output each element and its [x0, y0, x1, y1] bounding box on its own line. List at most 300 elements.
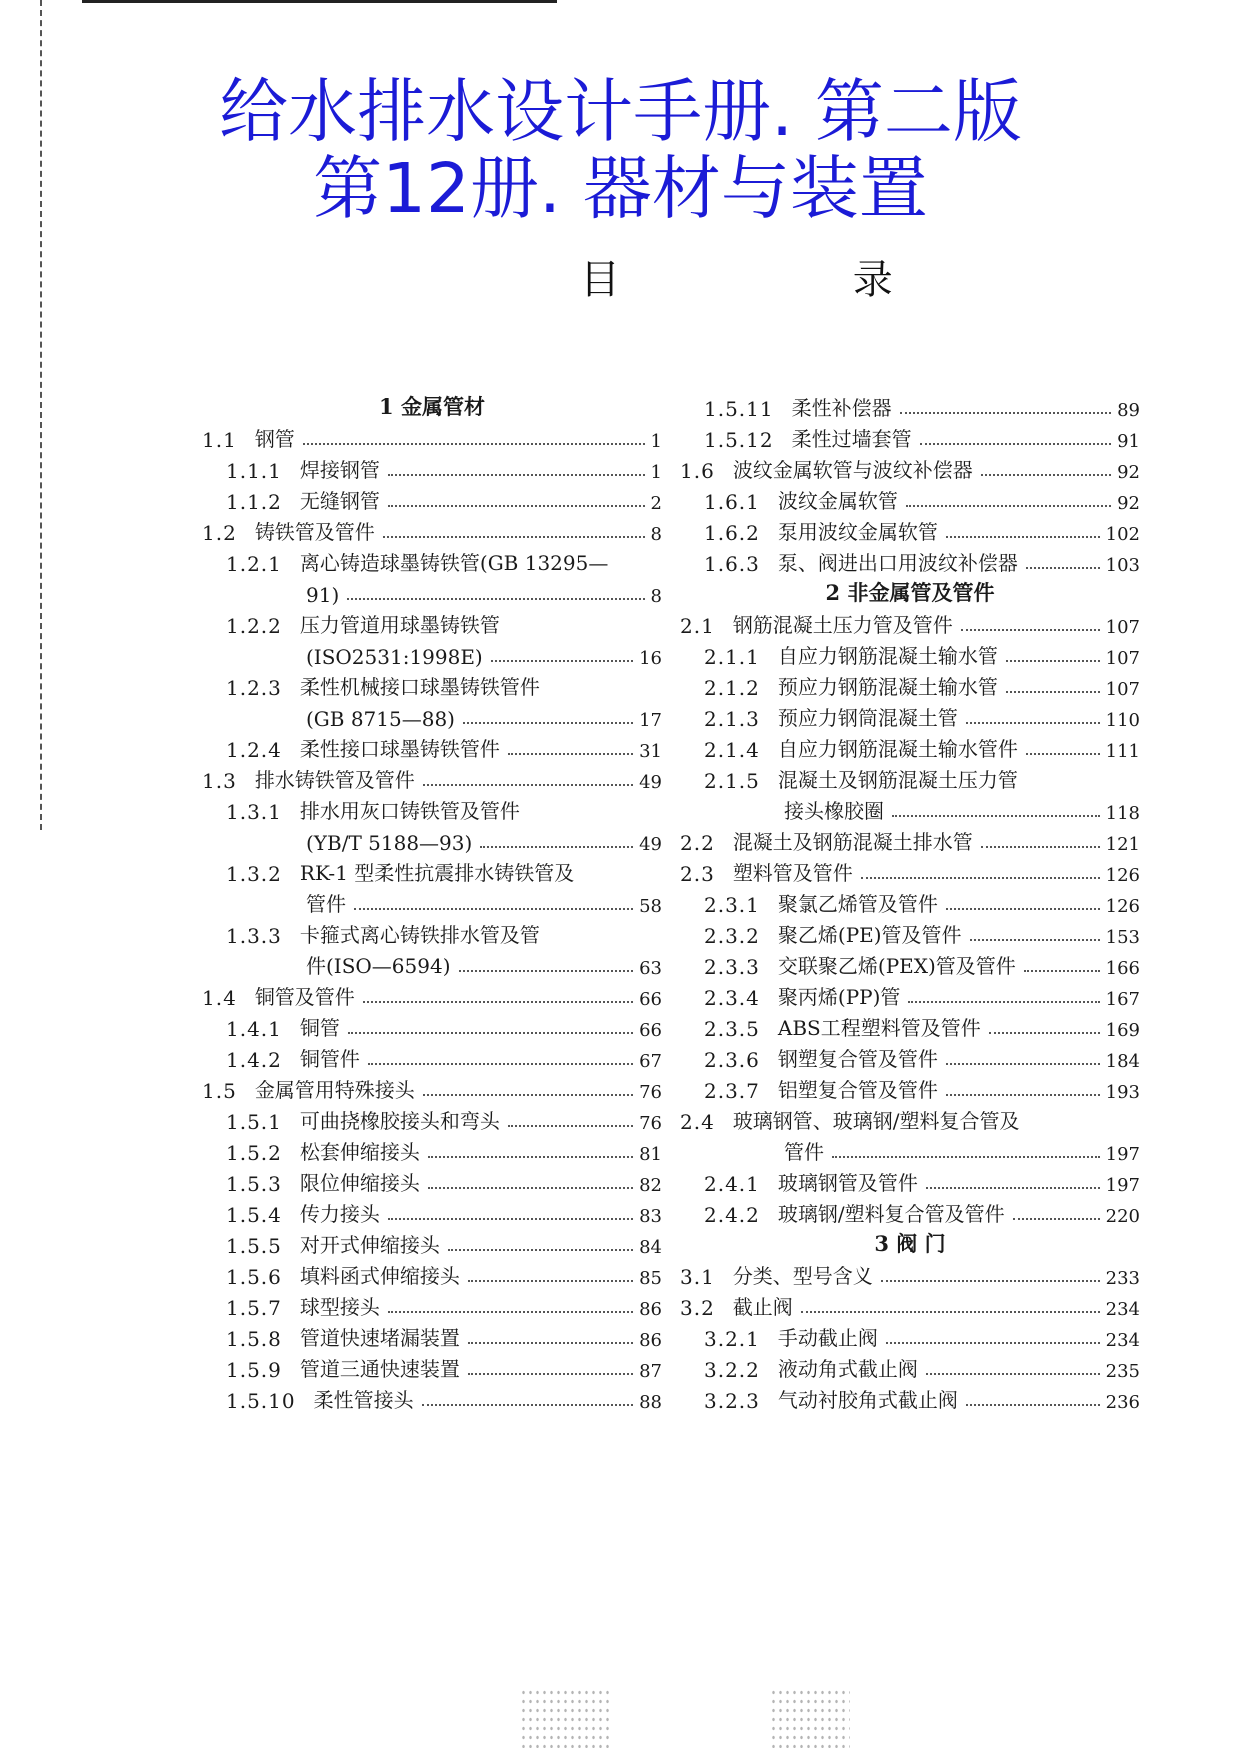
toc-entry[interactable]: [680, 387, 1140, 421]
dot-leader: [1024, 970, 1100, 972]
toc-entry-number: 2.3.7: [704, 1079, 760, 1103]
toc-entry-number: 1.3.2: [226, 862, 282, 886]
toc-entry[interactable]: [680, 604, 1140, 638]
toc-entry-number: 1.5: [202, 1079, 237, 1103]
toc-entry[interactable]: [680, 821, 1140, 855]
toc-entry[interactable]: [680, 790, 1140, 824]
toc-page-number: 167: [1105, 989, 1140, 1010]
toc-entry-number: 1.2.2: [226, 614, 282, 638]
dot-leader: [468, 1342, 633, 1344]
toc-entry-title: 自应力钢筋混凝土输水管件: [777, 737, 1018, 761]
dot-leader: [1006, 660, 1100, 662]
dot-leader: [428, 1156, 633, 1158]
toc-entry[interactable]: [202, 1317, 662, 1351]
toc-entry[interactable]: [680, 1007, 1140, 1041]
toc-entry-number: 1.2: [202, 521, 237, 545]
dot-leader: [1006, 691, 1100, 693]
toc-page-number: 87: [639, 1361, 662, 1382]
toc-page-number: 76: [639, 1113, 662, 1134]
toc-page-number: 81: [639, 1144, 662, 1165]
toc-entry-title: 对开式伸缩接头: [299, 1233, 440, 1257]
dot-leader: [981, 846, 1100, 848]
toc-entry[interactable]: [202, 449, 662, 483]
toc-page-number: 118: [1105, 803, 1140, 824]
dot-leader: [926, 1373, 1100, 1375]
toc-entry[interactable]: [202, 883, 662, 917]
dot-leader: [832, 1156, 1100, 1158]
toc-entry-title: 铜管件: [299, 1047, 360, 1071]
toc-page-number: 103: [1105, 555, 1140, 576]
toc-heading: 目 录: [580, 257, 1003, 303]
toc-entry-number: 1.3: [202, 769, 237, 793]
toc-entry[interactable]: [680, 728, 1140, 762]
toc-entry[interactable]: [680, 1348, 1140, 1382]
toc-entry-number: 1.6: [680, 459, 715, 483]
toc-entry-title: 预应力钢筋混凝土输水管: [777, 675, 998, 699]
toc-page-number: 66: [639, 989, 662, 1010]
toc-entry[interactable]: [202, 1162, 662, 1196]
dot-leader: [508, 753, 633, 755]
dot-leader: [1026, 753, 1100, 755]
toc-page-number: 184: [1105, 1051, 1140, 1072]
toc-entry[interactable]: [680, 511, 1140, 545]
dot-leader: [906, 505, 1111, 507]
toc-entry-title: 填料函式伸缩接头: [299, 1264, 460, 1288]
dot-leader: [303, 443, 645, 445]
toc-page-number: 126: [1105, 865, 1140, 886]
toc-entry[interactable]: [202, 573, 662, 607]
toc-page-number: 86: [639, 1299, 662, 1320]
toc-entry-number: 1.5.5: [226, 1234, 282, 1258]
toc-page-number: 67: [639, 1051, 662, 1072]
toc-page-number: 8: [650, 586, 662, 607]
dot-leader: [480, 846, 633, 848]
toc-entry[interactable]: [202, 511, 662, 545]
toc-entry[interactable]: [680, 1131, 1140, 1165]
toc-entry-number: 1.6.1: [704, 490, 760, 514]
toc-page-number: 107: [1105, 679, 1140, 700]
toc-entry-title: 波纹金属软管与波纹补偿器: [732, 458, 973, 482]
toc-entry[interactable]: [680, 1193, 1140, 1227]
toc-page-number: 220: [1105, 1206, 1140, 1227]
toc-page-number: 86: [639, 1330, 662, 1351]
toc-page-number: 92: [1117, 462, 1140, 483]
toc-page-number: 236: [1105, 1392, 1140, 1413]
dot-leader: [920, 443, 1111, 445]
toc-entry-number: 2.3.2: [704, 924, 760, 948]
toc-page-number: 76: [639, 1082, 662, 1103]
toc-entry-number: 2.3.5: [704, 1017, 760, 1041]
toc-entry-title: 焊接钢管: [299, 458, 380, 482]
toc-entry[interactable]: [202, 728, 662, 762]
toc-entry[interactable]: [680, 1317, 1140, 1351]
toc-entry[interactable]: [680, 914, 1140, 948]
toc-entry[interactable]: [202, 635, 662, 669]
toc-entry[interactable]: [680, 1379, 1140, 1413]
toc-page-number: 126: [1105, 896, 1140, 917]
toc-entry-number: 1.3.1: [226, 800, 282, 824]
toc-page-number: 197: [1105, 1175, 1140, 1196]
toc-entry-title: 管件: [306, 892, 346, 916]
toc-entry-number: 2.3.1: [704, 893, 760, 917]
toc-entry[interactable]: [202, 1348, 662, 1382]
toc-entry-title: 无缝钢管: [299, 489, 380, 513]
toc-entry-title: 气动衬胶角式截止阀: [777, 1388, 958, 1412]
toc-entry-title: 传力接头: [299, 1202, 380, 1226]
dot-leader: [908, 1001, 1099, 1003]
toc-entry-title: 球型接头: [299, 1295, 380, 1319]
toc-entry-title: 交联聚乙烯(PEX)管及管件: [777, 954, 1016, 978]
toc-entry-number: 1.5.1: [226, 1110, 282, 1134]
dot-leader: [966, 722, 1100, 724]
toc-page-number: 107: [1105, 617, 1140, 638]
dot-leader: [946, 536, 1100, 538]
dot-leader: [468, 1373, 633, 1375]
toc-entry-number: 2.4: [680, 1110, 715, 1134]
toc-page-number: 16: [639, 648, 662, 669]
book-title-line-1: 给水排水设计手册. 第二版: [219, 72, 1022, 152]
toc-entry-number: 2.4.2: [704, 1203, 760, 1227]
toc-entry-number: 1.6.2: [704, 521, 760, 545]
toc-page-number: 235: [1105, 1361, 1140, 1382]
dot-leader: [347, 598, 644, 600]
toc-page-number: 197: [1105, 1144, 1140, 1165]
toc-entry-title: 管道三通快速装置: [299, 1357, 460, 1381]
toc-entry[interactable]: [202, 1224, 662, 1258]
dot-leader: [508, 1125, 633, 1127]
toc-page-number: 49: [639, 772, 662, 793]
toc-page-number: 166: [1105, 958, 1140, 979]
toc-entry[interactable]: [202, 666, 662, 700]
dot-leader: [423, 1094, 633, 1096]
toc-entry[interactable]: [202, 1007, 662, 1041]
toc-page-number: 111: [1105, 741, 1140, 762]
toc-entry-title: 离心铸造球墨铸铁管(GB 13295—: [299, 551, 609, 575]
toc-page-number: 84: [639, 1237, 662, 1258]
dot-leader: [970, 939, 1100, 941]
toc-page-number: 1: [650, 462, 662, 483]
dot-leader: [966, 1404, 1100, 1406]
toc-entry-title: 排水用灰口铸铁管及管件: [299, 799, 520, 823]
toc-entry-title: 聚乙烯(PE)管及管件: [777, 923, 962, 947]
toc-entry-number: 1.5.4: [226, 1203, 282, 1227]
toc-entry[interactable]: [202, 1286, 662, 1320]
toc-entry-title: 混凝土及钢筋混凝土压力管: [777, 768, 1018, 792]
toc-entry-number: 1.5.2: [226, 1141, 282, 1165]
toc-entry[interactable]: [680, 697, 1140, 731]
toc-chapter-heading: 3 阀 门: [874, 1231, 946, 1256]
toc-entry-title: 可曲挠橡胶接头和弯头: [299, 1109, 500, 1133]
toc-entry[interactable]: [202, 1069, 662, 1103]
toc-entry-title: 混凝土及钢筋混凝土排水管: [732, 830, 973, 854]
toc-page-number: 193: [1105, 1082, 1140, 1103]
toc-page-number: 107: [1105, 648, 1140, 669]
dot-leader: [801, 1311, 1100, 1313]
toc-page-number: 153: [1105, 927, 1140, 948]
toc-entry-title: 压力管道用球墨铸铁管: [299, 613, 500, 637]
toc-entry-title: 手动截止阀: [777, 1326, 878, 1350]
toc-entry-number: 1.5.6: [226, 1265, 282, 1289]
dot-leader: [1026, 567, 1100, 569]
toc-entry-number: 1.4: [202, 986, 237, 1010]
toc-entry[interactable]: [202, 821, 662, 855]
toc-entry-title: 钢筋混凝土压力管及管件: [732, 613, 953, 637]
toc-entry[interactable]: [202, 542, 662, 576]
toc-entry[interactable]: [680, 1069, 1140, 1103]
toc-entry[interactable]: [202, 480, 662, 514]
toc-page-number: 85: [639, 1268, 662, 1289]
toc-entry[interactable]: [680, 666, 1140, 700]
toc-entry-title: 液动角式截止阀: [777, 1357, 918, 1381]
toc-entry-number: 1.5.9: [226, 1358, 282, 1382]
toc-entry[interactable]: [680, 1162, 1140, 1196]
toc-entry-number: 2.1.1: [704, 645, 760, 669]
toc-page-number: 66: [639, 1020, 662, 1041]
toc-entry[interactable]: [202, 1038, 662, 1072]
toc-entry-title: 铜管: [299, 1016, 340, 1040]
dot-leader: [861, 877, 1100, 879]
toc-page-number: 89: [1117, 400, 1140, 421]
dot-leader: [368, 1063, 633, 1065]
toc-entry-title: 金属管用特殊接头: [254, 1078, 415, 1102]
toc-page-number: 92: [1117, 493, 1140, 514]
toc-chapter-heading: 2 非金属管及管件: [825, 580, 995, 605]
toc-entry-title: 铝塑复合管及管件: [777, 1078, 938, 1102]
toc-entry-title: 管件: [784, 1140, 824, 1164]
dot-leader: [388, 1218, 633, 1220]
toc-entry-number: 1.3.3: [226, 924, 282, 948]
toc-entry-title: 聚氯乙烯管及管件: [777, 892, 938, 916]
toc-entry[interactable]: [680, 976, 1140, 1010]
toc-entry-number: 1.5.12: [704, 428, 774, 452]
dot-leader: [428, 1187, 633, 1189]
toc-page-number: 234: [1105, 1330, 1140, 1351]
toc-entry[interactable]: [202, 697, 662, 731]
toc-page-number: 121: [1105, 834, 1140, 855]
dot-leader: [961, 629, 1100, 631]
dot-leader: [463, 722, 633, 724]
toc-entry-title: 分类、型号含义: [732, 1264, 873, 1288]
toc-page-number: 83: [639, 1206, 662, 1227]
dot-leader: [388, 474, 645, 476]
toc-entry-number: 1.4.1: [226, 1017, 282, 1041]
toc-chapter-heading: 1 金属管材: [379, 394, 485, 419]
toc-page-number: 233: [1105, 1268, 1140, 1289]
toc-entry[interactable]: [680, 759, 1140, 793]
dot-leader: [946, 908, 1100, 910]
toc-entry-number: 2.4.1: [704, 1172, 760, 1196]
toc-entry-number: 1.2.1: [226, 552, 282, 576]
toc-page-number: 17: [639, 710, 662, 731]
toc-entry-number: 3.1: [680, 1265, 715, 1289]
toc-entry-title: 铸铁管及管件: [254, 520, 375, 544]
toc-entry-title: 91): [306, 583, 340, 607]
toc-entry-number: 3.2.3: [704, 1389, 760, 1413]
toc-entry-number: 1.2.3: [226, 676, 282, 700]
scan-noise: [770, 1688, 850, 1748]
dot-leader: [383, 536, 645, 538]
dot-leader: [900, 412, 1111, 414]
toc-entry-title: 玻璃钢/塑料复合管及管件: [777, 1202, 1005, 1226]
toc-entry-title: 松套伸缩接头: [299, 1140, 420, 1164]
toc-entry[interactable]: [202, 418, 662, 452]
toc-page-number: 234: [1105, 1299, 1140, 1320]
toc-entry-title: 泵用波纹金属软管: [777, 520, 938, 544]
toc-entry-number: 1.1.2: [226, 490, 282, 514]
toc-entry[interactable]: [202, 1100, 662, 1134]
toc-page-number: 49: [639, 834, 662, 855]
toc-entry-number: 3.2.1: [704, 1327, 760, 1351]
toc-entry-title: ABS工程塑料管及管件: [777, 1016, 981, 1040]
toc-entry-number: 2.1.4: [704, 738, 760, 762]
scan-noise: [520, 1688, 610, 1748]
toc-entry-title: 柔性过墙套管: [791, 427, 912, 451]
toc-entry[interactable]: [680, 480, 1140, 514]
toc-entry-title: 自应力钢筋混凝土输水管: [777, 644, 998, 668]
toc-entry[interactable]: [202, 914, 662, 948]
dot-leader: [448, 1249, 633, 1251]
toc-entry[interactable]: [680, 635, 1140, 669]
toc-entry[interactable]: [202, 1255, 662, 1289]
toc-entry-number: 1.5.11: [704, 397, 774, 421]
toc-page-number: 169: [1105, 1020, 1140, 1041]
toc-entry-title: (YB/T 5188—93): [306, 831, 473, 855]
toc-entry-number: 2.1.2: [704, 676, 760, 700]
dot-leader: [892, 815, 1100, 817]
toc-entry-title: 截止阀: [732, 1295, 793, 1319]
toc-entry-number: 2.3.4: [704, 986, 760, 1010]
toc-entry-title: (ISO2531:1998E): [306, 645, 483, 669]
toc-entry-number: 1.5.10: [226, 1389, 296, 1413]
toc-entry-title: 接头橡胶圈: [784, 799, 884, 823]
toc-entry[interactable]: [680, 1286, 1140, 1320]
toc-entry-number: 2.2: [680, 831, 715, 855]
toc-entry-title: (GB 8715—88): [306, 707, 455, 731]
toc-entry[interactable]: [680, 852, 1140, 886]
toc-entry-title: 玻璃钢管及管件: [777, 1171, 918, 1195]
dot-leader: [1013, 1218, 1100, 1220]
toc-page-number: 63: [639, 958, 662, 979]
dot-leader: [989, 1032, 1100, 1034]
toc-entry[interactable]: [202, 790, 662, 824]
toc-entry[interactable]: [680, 418, 1140, 452]
toc-page-number: 58: [639, 896, 662, 917]
toc-page-number: 88: [639, 1392, 662, 1413]
toc-entry[interactable]: [680, 449, 1140, 483]
toc-entry-number: 1.5.3: [226, 1172, 282, 1196]
dot-leader: [388, 505, 645, 507]
dot-leader: [422, 1404, 633, 1406]
toc-entry-number: 2.3.3: [704, 955, 760, 979]
dot-leader: [363, 1001, 633, 1003]
dot-leader: [459, 970, 634, 972]
toc-entry[interactable]: [202, 852, 662, 886]
toc-entry-title: 件(ISO—6594): [306, 954, 451, 978]
toc-entry[interactable]: [202, 1131, 662, 1165]
toc-entry-title: 铜管及管件: [254, 985, 355, 1009]
toc-entry-title: 钢塑复合管及管件: [777, 1047, 938, 1071]
toc-entry-number: 1.1: [202, 428, 237, 452]
toc-page-number: 1: [650, 431, 662, 452]
toc-page-number: 82: [639, 1175, 662, 1196]
toc-entry-number: 1.4.2: [226, 1048, 282, 1072]
toc-page-number: 91: [1117, 431, 1140, 452]
toc-entry-title: 柔性补偿器: [791, 396, 892, 420]
dot-leader: [981, 474, 1111, 476]
toc-entry[interactable]: [680, 1038, 1140, 1072]
toc-entry[interactable]: [202, 1379, 662, 1413]
toc-entry-number: 1.5.8: [226, 1327, 282, 1351]
toc-page-number: 31: [639, 741, 662, 762]
toc-entry[interactable]: [680, 1255, 1140, 1289]
dot-leader: [491, 660, 633, 662]
toc-entry[interactable]: [202, 759, 662, 793]
dot-leader: [886, 1342, 1100, 1344]
dot-leader: [946, 1063, 1100, 1065]
toc-page-number: 2: [650, 493, 662, 514]
dot-leader: [946, 1094, 1100, 1096]
dot-leader: [468, 1280, 633, 1282]
toc-entry-title: 波纹金属软管: [777, 489, 898, 513]
dot-leader: [348, 1032, 633, 1034]
toc-entry[interactable]: [202, 604, 662, 638]
toc-entry-title: 柔性机械接口球墨铸铁管件: [299, 675, 540, 699]
toc-page-number: 8: [650, 524, 662, 545]
toc-entry-number: 2.1: [680, 614, 715, 638]
toc-entry[interactable]: [202, 976, 662, 1010]
toc-entry-title: 卡箍式离心铸铁排水管及管: [299, 923, 540, 947]
toc-entry-number: 3.2: [680, 1296, 715, 1320]
toc-entry-title: 管道快速堵漏装置: [299, 1326, 460, 1350]
dot-leader: [388, 1311, 633, 1313]
toc-entry[interactable]: [680, 1100, 1140, 1134]
toc-page-number: 102: [1105, 524, 1140, 545]
toc-entry-title: 柔性管接头: [313, 1388, 414, 1412]
toc-entry-title: 玻璃钢管、玻璃钢/塑料复合管及: [732, 1109, 1020, 1133]
toc-entry-number: 1.2.4: [226, 738, 282, 762]
toc-entry[interactable]: [202, 1193, 662, 1227]
toc-entry-number: 2.3.6: [704, 1048, 760, 1072]
toc-entry-number: 2.1.3: [704, 707, 760, 731]
dot-leader: [423, 784, 633, 786]
book-title-line-2: 第12册. 器材与装置: [313, 149, 928, 229]
dot-leader: [881, 1280, 1100, 1282]
toc-entry-title: 柔性接口球墨铸铁管件: [299, 737, 500, 761]
toc-entry[interactable]: [202, 945, 662, 979]
toc-entry-number: 2.3: [680, 862, 715, 886]
toc-entry-number: 1.1.1: [226, 459, 282, 483]
toc-entry[interactable]: [680, 542, 1140, 576]
toc-entry-number: 1.6.3: [704, 552, 760, 576]
toc-entry-number: 1.5.7: [226, 1296, 282, 1320]
toc-entry-title: 排水铸铁管及管件: [254, 768, 415, 792]
top-rule: [82, 0, 557, 3]
toc-entry-number: 2.1.5: [704, 769, 760, 793]
toc-entry-title: 泵、阀进出口用波纹补偿器: [777, 551, 1018, 575]
toc-entry-title: 聚丙烯(PP)管: [777, 985, 901, 1009]
toc-entry-title: 限位伸缩接头: [299, 1171, 420, 1195]
dot-leader: [354, 908, 633, 910]
toc-entry[interactable]: [680, 883, 1140, 917]
toc-entry-number: 3.2.2: [704, 1358, 760, 1382]
toc-entry-title: 预应力钢筒混凝土管: [777, 706, 958, 730]
toc-entry-title: RK-1 型柔性抗震排水铸铁管及: [299, 861, 575, 885]
toc-page-number: 110: [1105, 710, 1140, 731]
dot-leader: [926, 1187, 1100, 1189]
toc-entry[interactable]: [680, 945, 1140, 979]
toc-entry-title: 钢管: [254, 427, 295, 451]
toc-entry-title: 塑料管及管件: [732, 861, 853, 885]
